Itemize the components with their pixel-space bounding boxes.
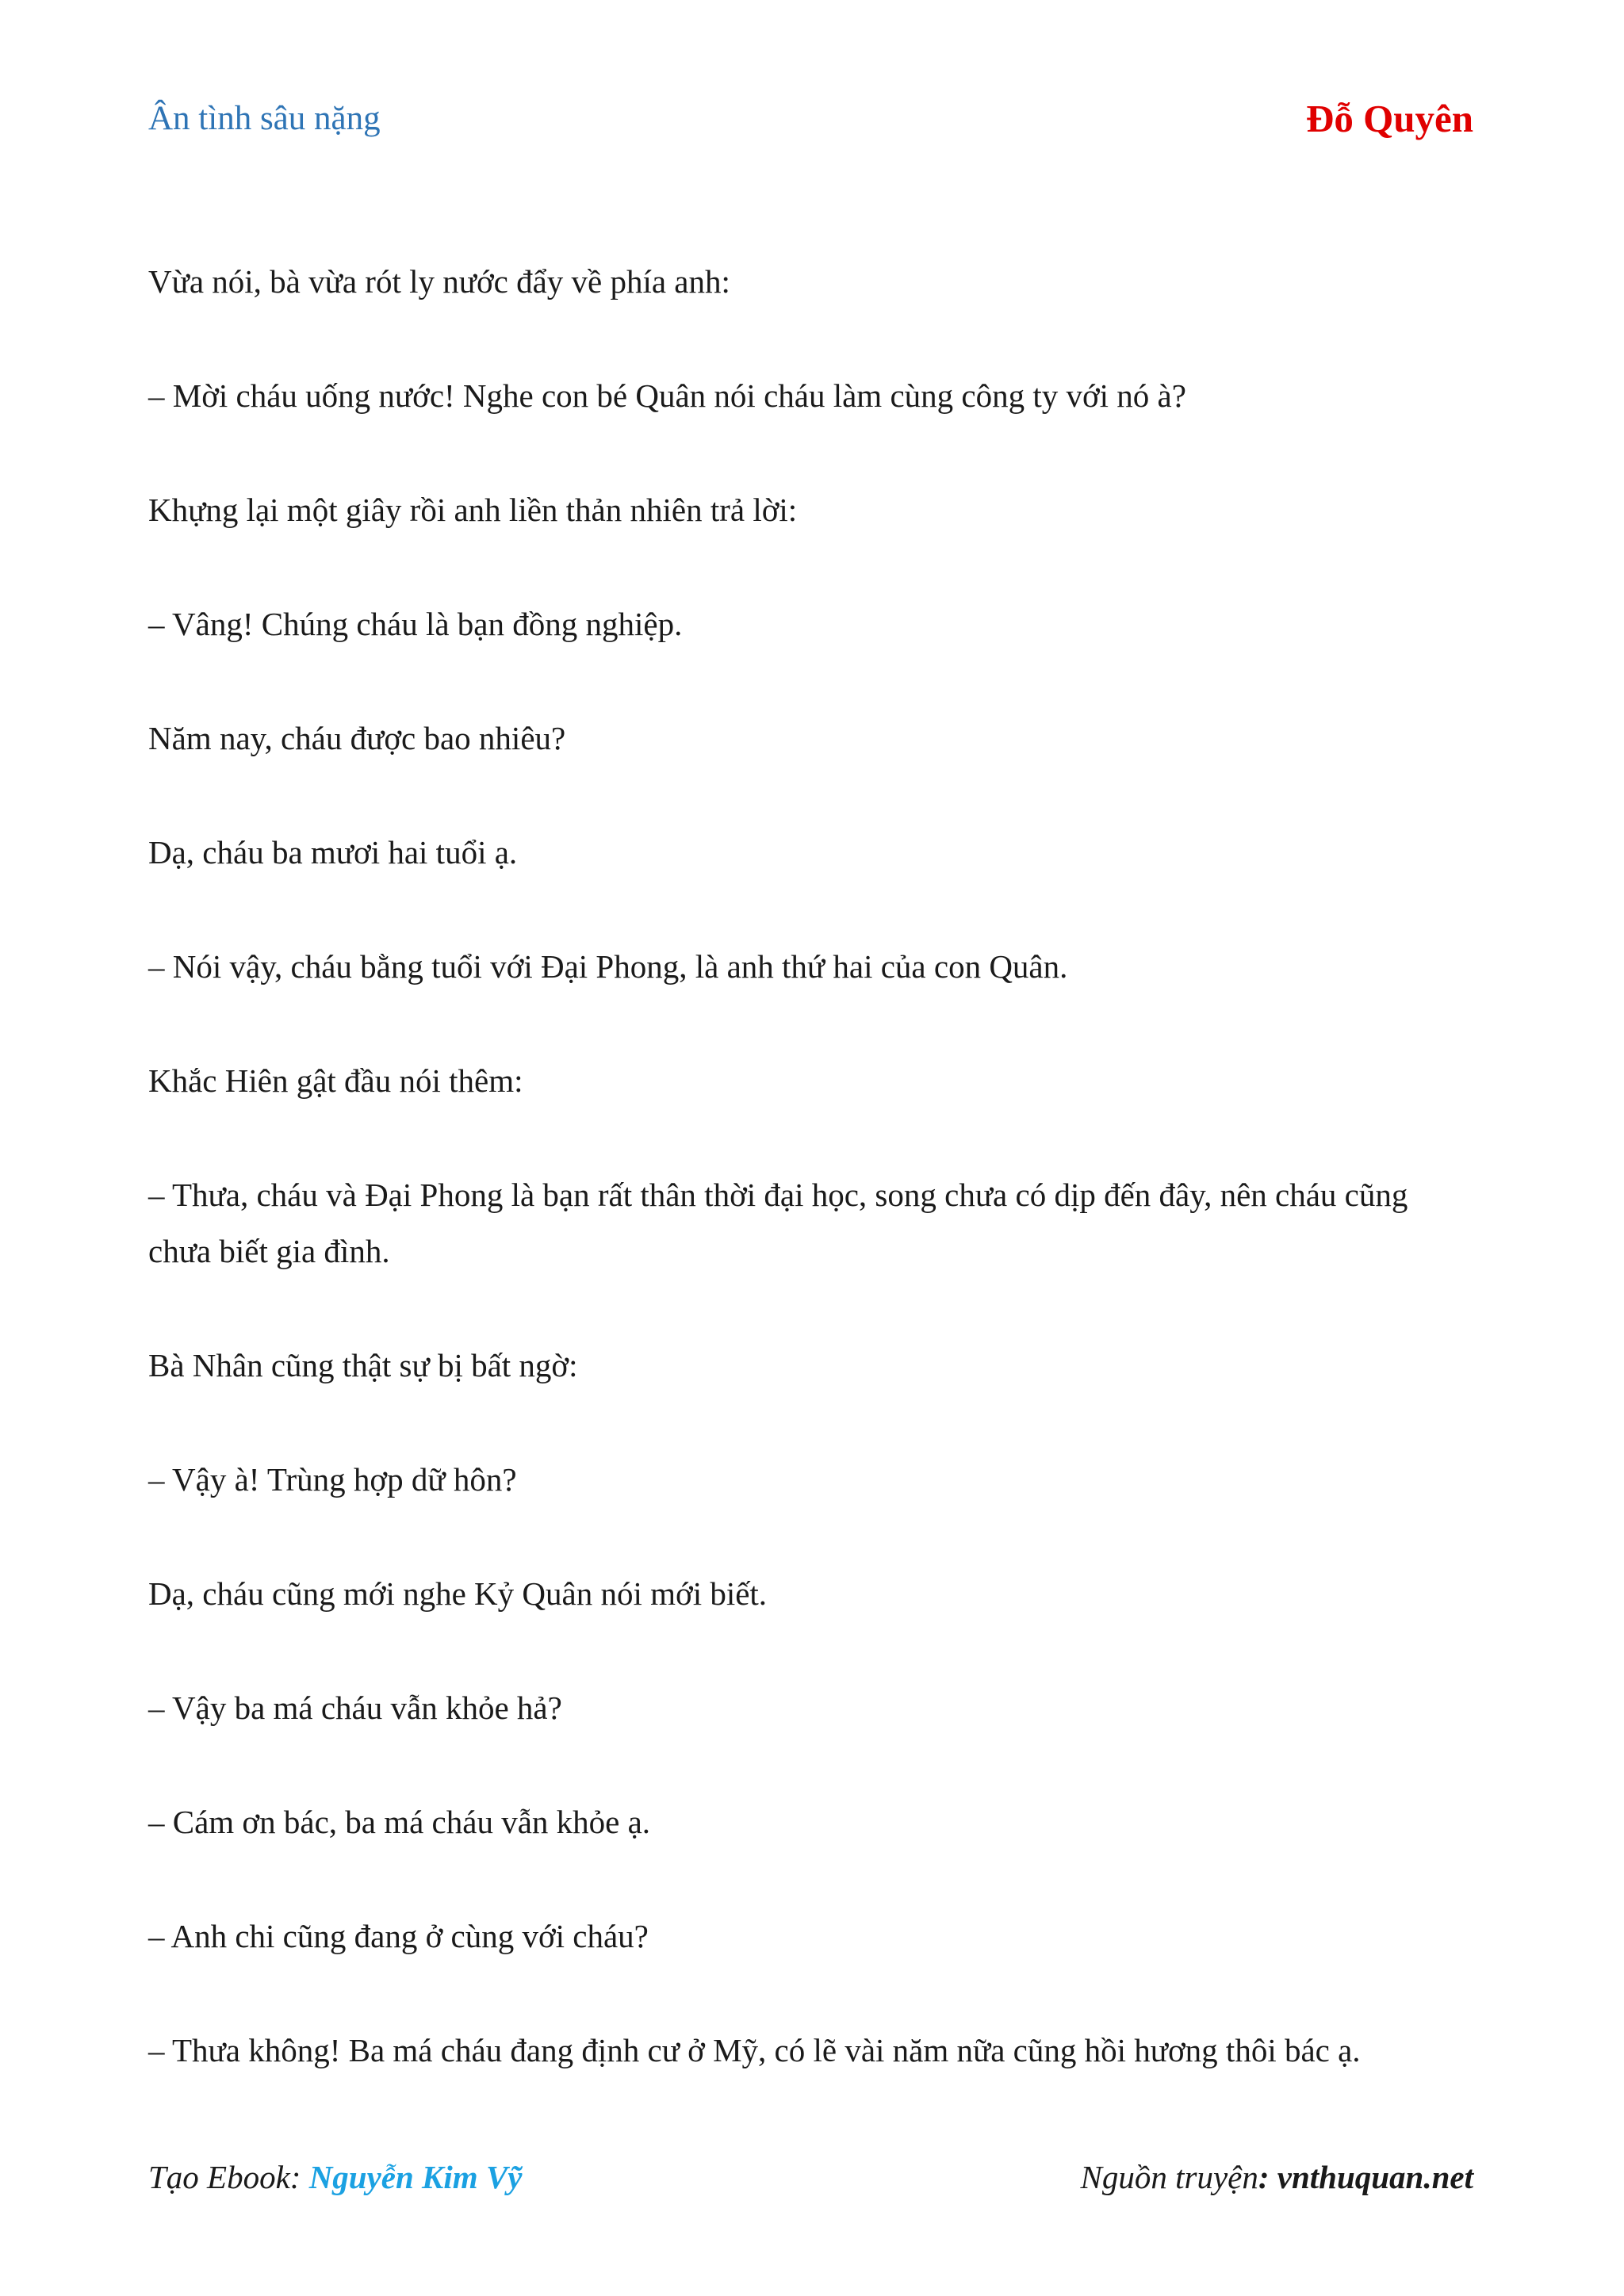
paragraph: Bà Nhân cũng thật sự bị bất ngờ:: [148, 1347, 578, 1383]
paragraph: – Mời cháu uống nước! Nghe con bé Quân nói cháu làm cùng công ty với nó à?: [148, 377, 1186, 414]
paragraph: – Cám ơn bác, ba má cháu vẫn khỏe ạ.: [148, 1804, 651, 1840]
paragraph: – Thưa, cháu và Đại Phong là bạn rất thân thời đại học, song chưa có dịp đến đây, nên cháu cũng chưa biết gia đình.: [148, 1177, 1408, 1269]
source-site: vnthuquan.net: [1277, 2159, 1473, 2195]
paragraph: Năm nay, cháu được bao nhiêu?: [148, 720, 566, 756]
footer-ebook-credit: [148, 2161, 523, 2194]
book-title: Ân tình sâu nặng: [148, 100, 381, 137]
footer-source-credit: [1081, 2161, 1474, 2194]
paragraph: – Anh chi cũng đang ở cùng với cháu?: [148, 1918, 649, 1954]
ebook-separator: :: [289, 2159, 309, 2195]
paragraph: Dạ, cháu cũng mới nghe Kỷ Quân nói mới biết.: [148, 1575, 768, 1612]
paragraph: Khựng lại một giây rồi anh liền thản nhiên trả lời:: [148, 492, 798, 528]
source-label: Nguồn truyện: [1080, 2159, 1258, 2195]
ebook-label: Tạo Ebook: [148, 2159, 290, 2195]
paragraph: – Vậy ba má cháu vẫn khỏe hả?: [148, 1689, 562, 1726]
paragraph: – Vâng! Chúng cháu là bạn đồng nghiệp.: [148, 606, 683, 642]
paragraph: Vừa nói, bà vừa rót ly nước đẩy về phía anh:: [148, 263, 730, 300]
author-name: Đỗ Quyên: [1305, 97, 1473, 140]
paragraph: Dạ, cháu ba mươi hai tuổi ạ.: [148, 834, 518, 871]
paragraph: – Nói vậy, cháu bằng tuổi với Đại Phong, là anh thứ hai của con Quân.: [148, 948, 1068, 985]
paragraph: Khắc Hiên gật đầu nói thêm:: [148, 1062, 523, 1099]
story-body: [148, 254, 1480, 2137]
source-separator: :: [1258, 2159, 1277, 2195]
paragraph: – Thưa không! Ba má cháu đang định cư ở Mỹ, có lẽ vài năm nữa cũng hồi hương thôi bác ạ.: [148, 2032, 1361, 2068]
paragraph: – Vậy à! Trùng hợp dữ hôn?: [148, 1461, 517, 1498]
ebook-creator-name: Nguyễn Kim Vỹ: [308, 2159, 523, 2195]
